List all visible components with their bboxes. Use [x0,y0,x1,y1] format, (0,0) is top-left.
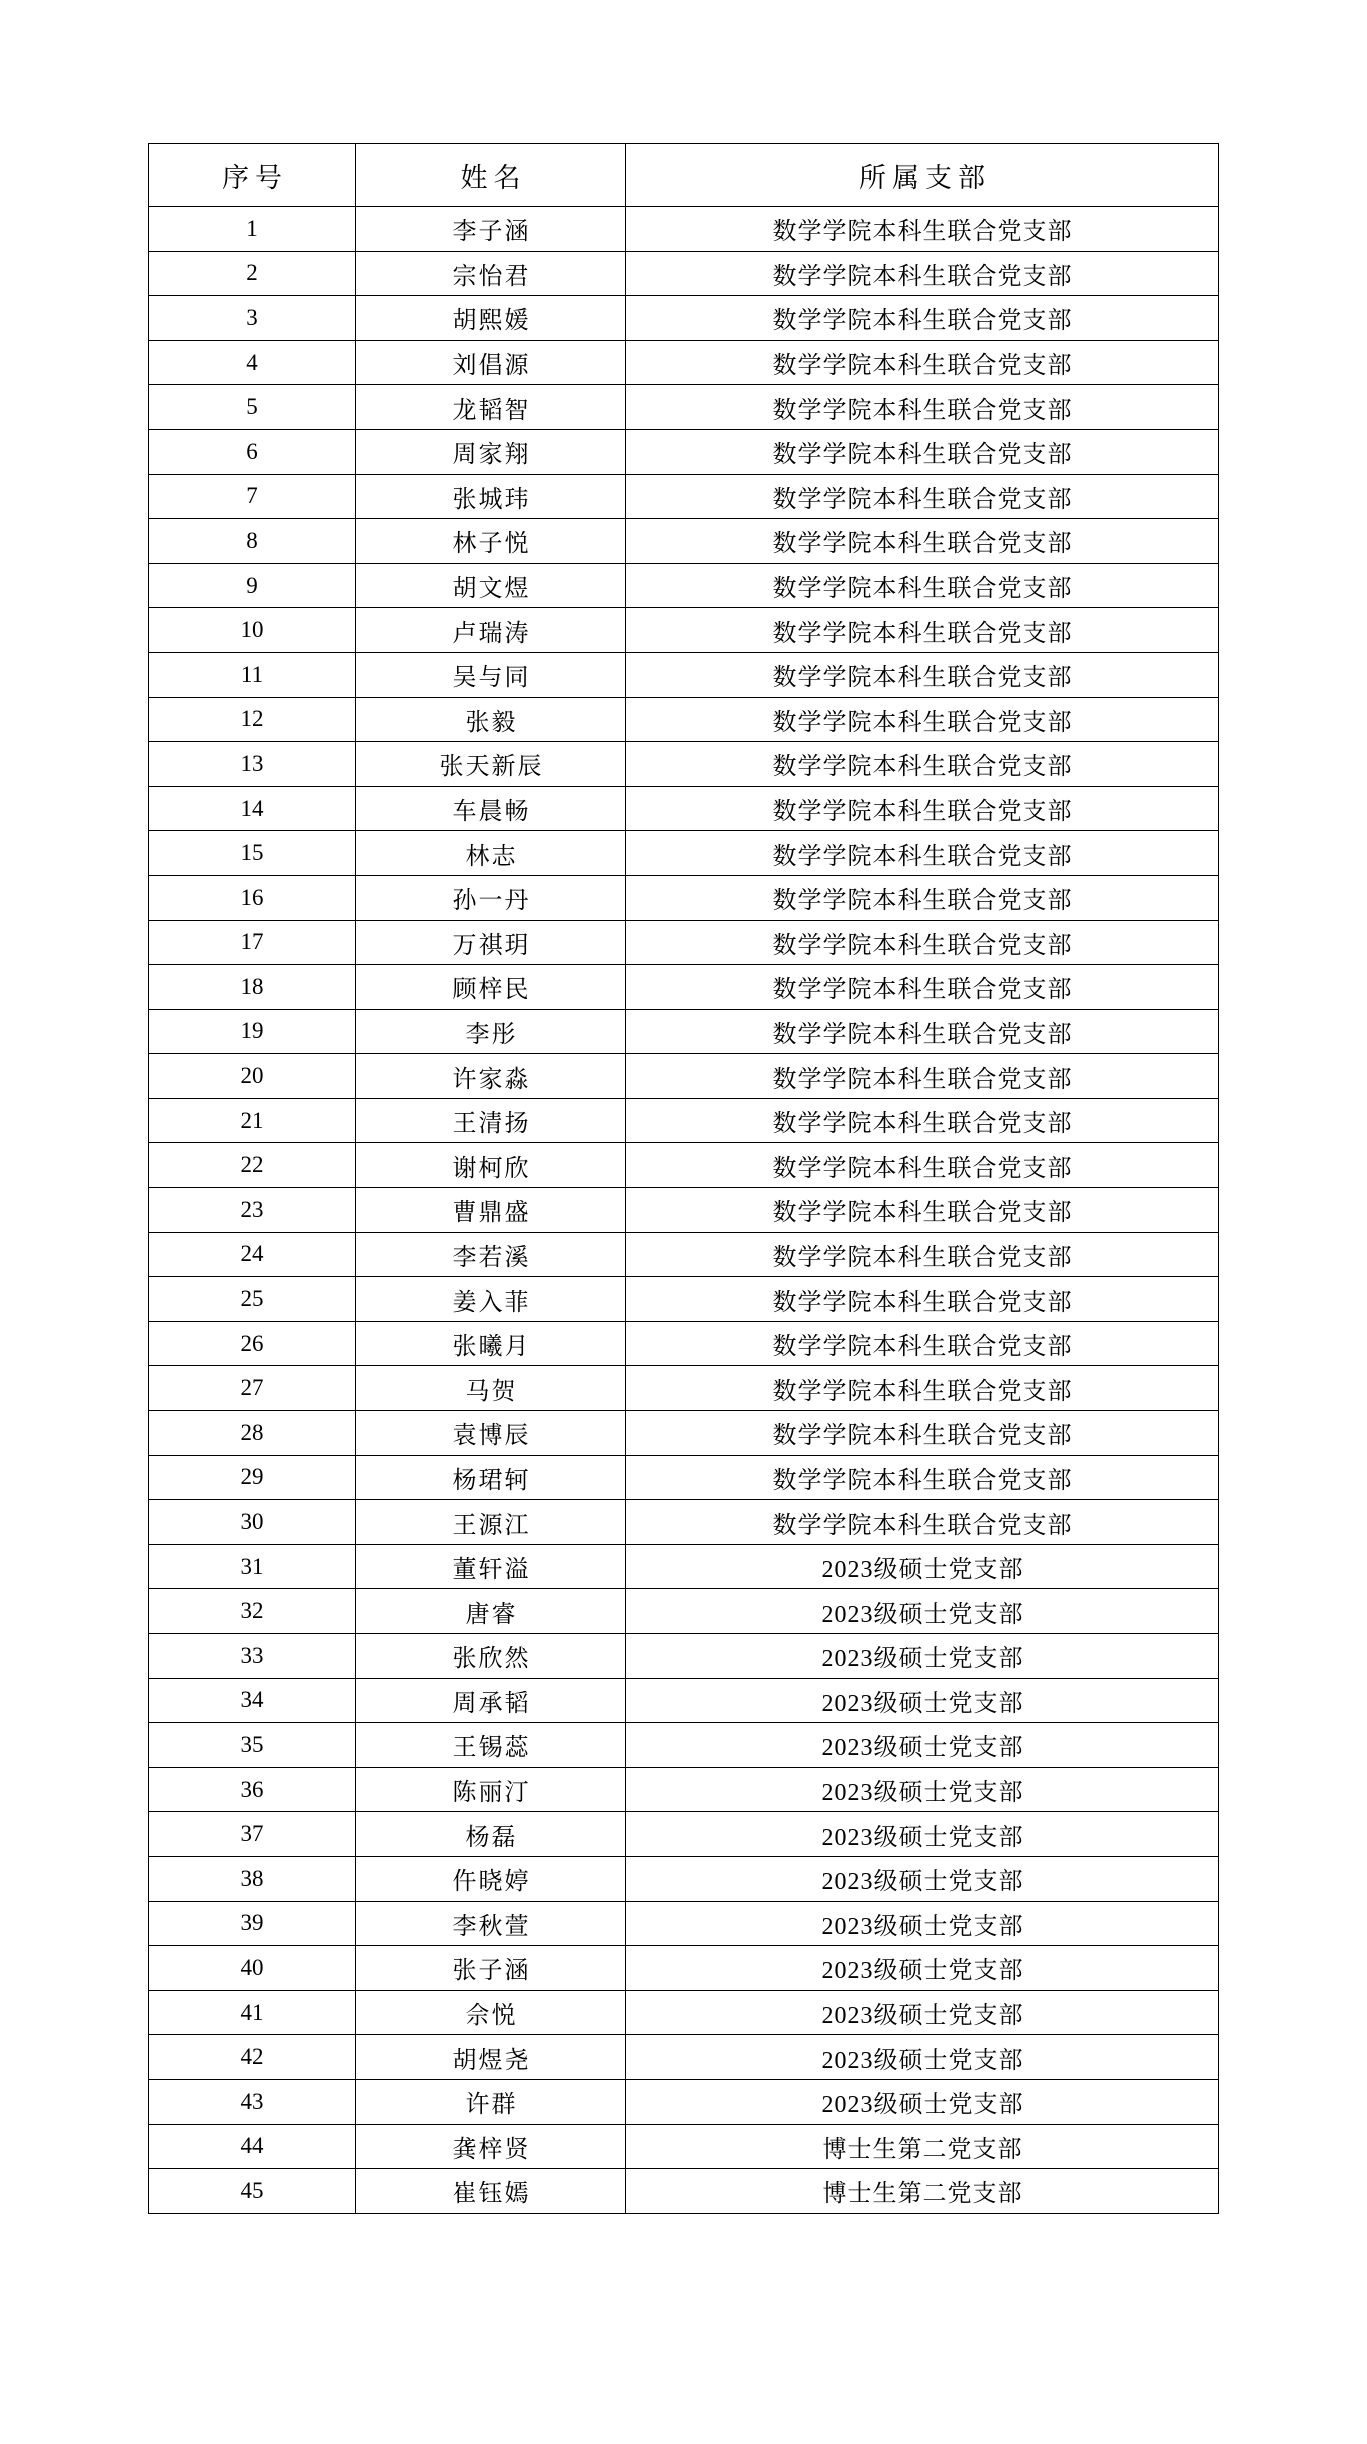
cell-branch: 数学学院本科生联合党支部 [626,296,1219,341]
cell-index: 41 [149,1990,356,2035]
column-header-branch: 所属支部 [626,144,1219,207]
cell-index: 37 [149,1812,356,1857]
cell-branch: 数学学院本科生联合党支部 [626,920,1219,965]
column-header-name: 姓名 [356,144,626,207]
table-row [149,1500,1219,1545]
table-row [149,1767,1219,1812]
cell-branch: 数学学院本科生联合党支部 [626,608,1219,653]
cell-index: 19 [149,1009,356,1054]
cell-name: 林志 [356,831,626,876]
cell-name: 王源江 [356,1500,626,1545]
cell-name: 李若溪 [356,1232,626,1277]
table-row [149,1990,1219,2035]
cell-branch: 数学学院本科生联合党支部 [626,340,1219,385]
table-row [149,831,1219,876]
cell-name: 曹鼎盛 [356,1188,626,1233]
cell-branch: 2023级硕士党支部 [626,2035,1219,2080]
cell-branch: 数学学院本科生联合党支部 [626,207,1219,252]
table-row [149,429,1219,474]
cell-index: 20 [149,1054,356,1099]
cell-branch: 数学学院本科生联合党支部 [626,519,1219,564]
cell-index: 14 [149,786,356,831]
cell-name: 袁博辰 [356,1411,626,1456]
cell-index: 2 [149,251,356,296]
cell-name: 周家翔 [356,429,626,474]
cell-index: 11 [149,652,356,697]
table-row [149,1321,1219,1366]
table-row [149,251,1219,296]
table-row [149,1054,1219,1099]
table-row [149,786,1219,831]
cell-index: 36 [149,1767,356,1812]
cell-branch: 数学学院本科生联合党支部 [626,831,1219,876]
table-row [149,608,1219,653]
cell-name: 胡煜尧 [356,2035,626,2080]
table-row [149,563,1219,608]
cell-branch: 数学学院本科生联合党支部 [626,1321,1219,1366]
cell-index: 32 [149,1589,356,1634]
cell-index: 18 [149,965,356,1010]
cell-name: 龙韬智 [356,385,626,430]
cell-branch: 数学学院本科生联合党支部 [626,1411,1219,1456]
cell-name: 林子悦 [356,519,626,564]
cell-branch: 博士生第二党支部 [626,2169,1219,2214]
table-row [149,1723,1219,1768]
cell-index: 5 [149,385,356,430]
cell-name: 顾梓民 [356,965,626,1010]
cell-index: 15 [149,831,356,876]
table-row [149,1812,1219,1857]
cell-index: 17 [149,920,356,965]
cell-index: 43 [149,2079,356,2124]
cell-branch: 博士生第二党支部 [626,2124,1219,2169]
table-row [149,1946,1219,1991]
table-row [149,875,1219,920]
table-row [149,2169,1219,2214]
cell-index: 33 [149,1634,356,1679]
cell-branch: 数学学院本科生联合党支部 [626,1232,1219,1277]
cell-index: 38 [149,1856,356,1901]
table-row [149,2079,1219,2124]
cell-name: 谢柯欣 [356,1143,626,1188]
cell-name: 杨珺轲 [356,1455,626,1500]
cell-name: 卢瑞涛 [356,608,626,653]
table-row [149,1188,1219,1233]
cell-branch: 数学学院本科生联合党支部 [626,697,1219,742]
cell-index: 27 [149,1366,356,1411]
cell-name: 龚梓贤 [356,2124,626,2169]
cell-index: 28 [149,1411,356,1456]
table-row [149,296,1219,341]
cell-name: 李彤 [356,1009,626,1054]
cell-name: 陈丽汀 [356,1767,626,1812]
table-body [149,207,1219,2214]
cell-index: 30 [149,1500,356,1545]
cell-branch: 数学学院本科生联合党支部 [626,429,1219,474]
table-row [149,965,1219,1010]
cell-index: 7 [149,474,356,519]
cell-branch: 数学学院本科生联合党支部 [626,1098,1219,1143]
table-row [149,474,1219,519]
cell-index: 40 [149,1946,356,1991]
column-header-index: 序号 [149,144,356,207]
cell-branch: 2023级硕士党支部 [626,1856,1219,1901]
table-row [149,1366,1219,1411]
cell-branch: 2023级硕士党支部 [626,1767,1219,1812]
table-row [149,1232,1219,1277]
cell-index: 31 [149,1544,356,1589]
cell-name: 李秋萱 [356,1901,626,1946]
cell-branch: 数学学院本科生联合党支部 [626,1500,1219,1545]
cell-name: 孙一丹 [356,875,626,920]
cell-branch: 数学学院本科生联合党支部 [626,1143,1219,1188]
cell-name: 佘悦 [356,1990,626,2035]
table-row [149,340,1219,385]
cell-name: 张子涵 [356,1946,626,1991]
cell-branch: 2023级硕士党支部 [626,1901,1219,1946]
table-row [149,1143,1219,1188]
cell-branch: 数学学院本科生联合党支部 [626,1366,1219,1411]
table-row [149,697,1219,742]
cell-branch: 数学学院本科生联合党支部 [626,875,1219,920]
cell-index: 8 [149,519,356,564]
cell-index: 44 [149,2124,356,2169]
cell-index: 12 [149,697,356,742]
cell-branch: 2023级硕士党支部 [626,1634,1219,1679]
cell-index: 42 [149,2035,356,2080]
cell-name: 张欣然 [356,1634,626,1679]
table-row [149,1411,1219,1456]
cell-name: 胡熙媛 [356,296,626,341]
cell-name: 张城玮 [356,474,626,519]
cell-index: 23 [149,1188,356,1233]
cell-branch: 数学学院本科生联合党支部 [626,1009,1219,1054]
roster-table-container [148,143,1218,2214]
cell-branch: 2023级硕士党支部 [626,1589,1219,1634]
table-header [149,144,1219,207]
cell-branch: 数学学院本科生联合党支部 [626,1277,1219,1322]
table-row [149,742,1219,787]
table-row [149,1544,1219,1589]
cell-name: 董轩溢 [356,1544,626,1589]
cell-name: 宗怡君 [356,251,626,296]
cell-name: 胡文煜 [356,563,626,608]
table-row [149,385,1219,430]
cell-branch: 数学学院本科生联合党支部 [626,1188,1219,1233]
table-row [149,1455,1219,1500]
table-row [149,1901,1219,1946]
cell-branch: 数学学院本科生联合党支部 [626,1455,1219,1500]
cell-branch: 数学学院本科生联合党支部 [626,742,1219,787]
table-row [149,519,1219,564]
cell-index: 29 [149,1455,356,1500]
cell-branch: 2023级硕士党支部 [626,2079,1219,2124]
cell-branch: 数学学院本科生联合党支部 [626,385,1219,430]
cell-index: 34 [149,1678,356,1723]
cell-index: 1 [149,207,356,252]
cell-name: 刘倡源 [356,340,626,385]
cell-name: 马贺 [356,1366,626,1411]
cell-branch: 2023级硕士党支部 [626,1990,1219,2035]
cell-index: 26 [149,1321,356,1366]
cell-branch: 数学学院本科生联合党支部 [626,652,1219,697]
cell-index: 35 [149,1723,356,1768]
cell-index: 4 [149,340,356,385]
cell-branch: 2023级硕士党支部 [626,1946,1219,1991]
cell-index: 3 [149,296,356,341]
cell-name: 崔钰嫣 [356,2169,626,2214]
cell-index: 45 [149,2169,356,2214]
roster-table [148,143,1219,2214]
cell-branch: 数学学院本科生联合党支部 [626,563,1219,608]
cell-index: 16 [149,875,356,920]
cell-branch: 2023级硕士党支部 [626,1678,1219,1723]
cell-name: 车晨畅 [356,786,626,831]
table-row [149,1856,1219,1901]
cell-branch: 数学学院本科生联合党支部 [626,1054,1219,1099]
cell-branch: 2023级硕士党支部 [626,1723,1219,1768]
cell-index: 9 [149,563,356,608]
cell-index: 39 [149,1901,356,1946]
cell-name: 许群 [356,2079,626,2124]
cell-index: 25 [149,1277,356,1322]
table-row [149,1678,1219,1723]
cell-name: 吴与同 [356,652,626,697]
cell-name: 张天新辰 [356,742,626,787]
cell-index: 24 [149,1232,356,1277]
cell-index: 10 [149,608,356,653]
cell-name: 张毅 [356,697,626,742]
cell-name: 许家淼 [356,1054,626,1099]
table-row [149,2124,1219,2169]
table-row [149,2035,1219,2080]
cell-index: 21 [149,1098,356,1143]
cell-branch: 2023级硕士党支部 [626,1544,1219,1589]
cell-branch: 数学学院本科生联合党支部 [626,251,1219,296]
table-row [149,1589,1219,1634]
cell-name: 杨磊 [356,1812,626,1857]
cell-branch: 数学学院本科生联合党支部 [626,786,1219,831]
cell-name: 周承韬 [356,1678,626,1723]
cell-name: 王清扬 [356,1098,626,1143]
cell-branch: 数学学院本科生联合党支部 [626,474,1219,519]
table-row [149,652,1219,697]
table-row [149,1634,1219,1679]
table-header-row [149,144,1219,207]
table-row [149,1098,1219,1143]
cell-name: 张曦月 [356,1321,626,1366]
cell-index: 13 [149,742,356,787]
cell-name: 姜入菲 [356,1277,626,1322]
cell-name: 李子涵 [356,207,626,252]
cell-name: 万祺玥 [356,920,626,965]
cell-branch: 数学学院本科生联合党支部 [626,965,1219,1010]
cell-branch: 2023级硕士党支部 [626,1812,1219,1857]
cell-name: 王锡蕊 [356,1723,626,1768]
table-row [149,920,1219,965]
table-row [149,207,1219,252]
table-row [149,1277,1219,1322]
cell-index: 22 [149,1143,356,1188]
cell-name: 仵晓婷 [356,1856,626,1901]
table-row [149,1009,1219,1054]
cell-name: 唐睿 [356,1589,626,1634]
cell-index: 6 [149,429,356,474]
